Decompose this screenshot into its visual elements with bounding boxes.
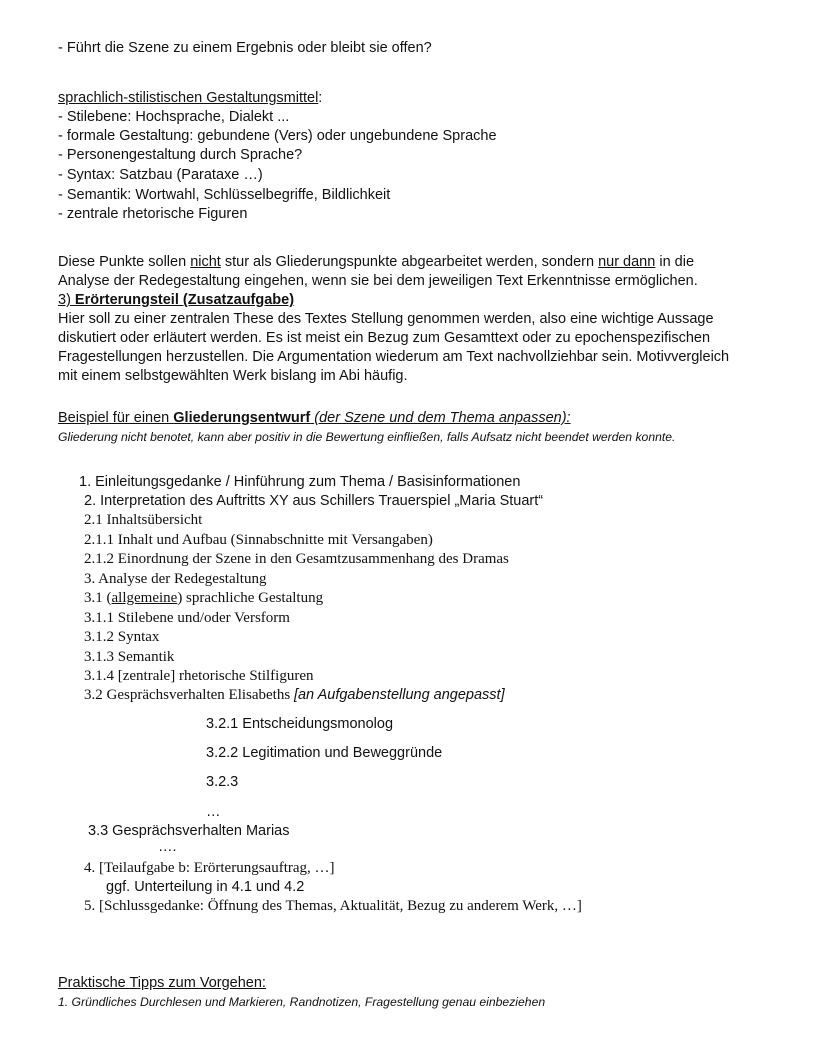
question-line: - Führt die Szene zu einem Ergebnis oder bleibt sie offen? — [58, 40, 432, 56]
text-span: stur als Gliederungspunkte abgearbeitet werden, sondern — [220, 254, 599, 270]
list-item: - Stilebene: Hochsprache, Dialekt ... — [58, 109, 290, 125]
outline-item: 3. Analyse der Redegestaltung — [84, 571, 267, 587]
paragraph-line: Analyse der Redegestaltung eingehen, wenn sie bei dem jeweiligen Text Erkenntnisse ermöglichen. — [58, 273, 698, 289]
text-span: Beispiel für einen — [58, 410, 174, 426]
tips-item: 1. Gründliches Durchlesen und Markieren, Randnotizen, Fragestellung genau einbeziehen — [58, 995, 546, 1009]
emphasis-allgemeine: allgemeine — [111, 590, 178, 606]
outline-item: 3.2.3 — [206, 774, 239, 790]
paragraph-line: Fragestellungen herzustellen. Die Argumentation wiederum am Text nachvollziehbar sein. Motivvergleich — [58, 349, 730, 365]
text-span: 3.1 ( — [84, 590, 112, 606]
outline-item: 4. [Teilaufgabe b: Erörterungsauftrag, …] — [84, 860, 335, 876]
stylistic-heading-text: sprachlich-stilistischen Gestaltungsmittel — [58, 90, 319, 106]
stylistic-heading-colon: : — [318, 90, 323, 106]
list-item: - zentrale rhetorische Figuren — [58, 206, 248, 222]
outline-item: 3.2.2 Legitimation und Beweggründe — [206, 745, 443, 761]
outline-item — [84, 589, 323, 608]
emphasis-nicht: nicht — [190, 254, 221, 270]
outline-item: 3.1.3 Semantik — [84, 649, 175, 665]
example-note: Gliederung nicht benotet, kann aber positiv in die Bewertung einfließen, falls Aufsatz nicht beendet werden konnte. — [58, 430, 676, 444]
outline-item: 3.2.1 Entscheidungsmonolog — [206, 716, 394, 732]
example-heading — [58, 409, 571, 428]
outline-item: 2. Interpretation des Auftritts XY aus Schillers Trauerspiel „Maria Stuart“ — [84, 493, 544, 509]
paragraph-line: mit einem selbstgewählten Werk bislang im Abi häufig. — [58, 368, 408, 384]
outline-item: 2.1.1 Inhalt und Aufbau (Sinnabschnitte mit Versangaben) — [84, 532, 433, 548]
outline-item: 5. [Schlussgedanke: Öffnung des Themas, Aktualität, Bezug zu anderem Werk, …] — [84, 898, 582, 914]
tips-heading: Praktische Tipps zum Vorgehen: — [58, 975, 266, 991]
text-span: Diese Punkte sollen — [58, 254, 191, 270]
outline-ellipsis: … — [206, 804, 221, 820]
section-title: Erörterungsteil (Zusatzaufgabe) — [74, 292, 295, 308]
section-heading — [58, 291, 294, 310]
paragraph-line: diskutiert oder erläutert werden. Es ist meist ein Bezug zum Gesamttext oder zu epochenspezifischen — [58, 330, 711, 346]
outline-item: 3.1.4 [zentrale] rhetorische Stilfiguren — [84, 668, 314, 684]
list-item: - Syntax: Satzbau (Parataxe …) — [58, 167, 263, 183]
example-italic: (der Szene und dem Thema anpassen): — [310, 410, 571, 426]
emphasis-nur-dann: nur dann — [598, 254, 656, 270]
outline-item: 2.1.2 Einordnung der Szene in den Gesamtzusammenhang des Dramas — [84, 551, 509, 567]
list-item: - Semantik: Wortwahl, Schlüsselbegriffe, Bildlichkeit — [58, 187, 391, 203]
text-span: in die — [655, 254, 695, 270]
outline-item: 3.1.2 Syntax — [84, 629, 160, 645]
paragraph-line — [58, 253, 694, 272]
emphasis-note: [an Aufgabenstellung angepasst] — [293, 687, 505, 703]
list-item: - formale Gestaltung: gebundene (Vers) oder ungebundene Sprache — [58, 128, 497, 144]
list-item: - Personengestaltung durch Sprache? — [58, 147, 303, 163]
outline-item: 3.3 Gesprächsverhalten Marias — [88, 823, 290, 839]
section-number: 3) — [58, 292, 75, 308]
text-span: 3.2 Gesprächsverhalten Elisabeths — [84, 687, 294, 703]
stylistic-heading — [58, 89, 322, 108]
outline-item: 3.1.1 Stilebene und/oder Versform — [84, 610, 290, 626]
text-span: ) sprachliche Gestaltung — [177, 590, 324, 606]
outline-item — [84, 686, 505, 705]
outline-item: ggf. Unterteilung in 4.1 und 4.2 — [106, 879, 305, 895]
paragraph-line: Hier soll zu einer zentralen These des Textes Stellung genommen werden, also eine wichtige Aussage — [58, 311, 714, 327]
outline-ellipsis: …. — [158, 839, 177, 855]
example-bold: Gliederungsentwurf — [173, 410, 311, 426]
outline-item: 2.1 Inhaltsübersicht — [84, 512, 203, 528]
outline-item: 1. Einleitungsgedanke / Hinführung zum Thema / Basisinformationen — [79, 474, 521, 490]
